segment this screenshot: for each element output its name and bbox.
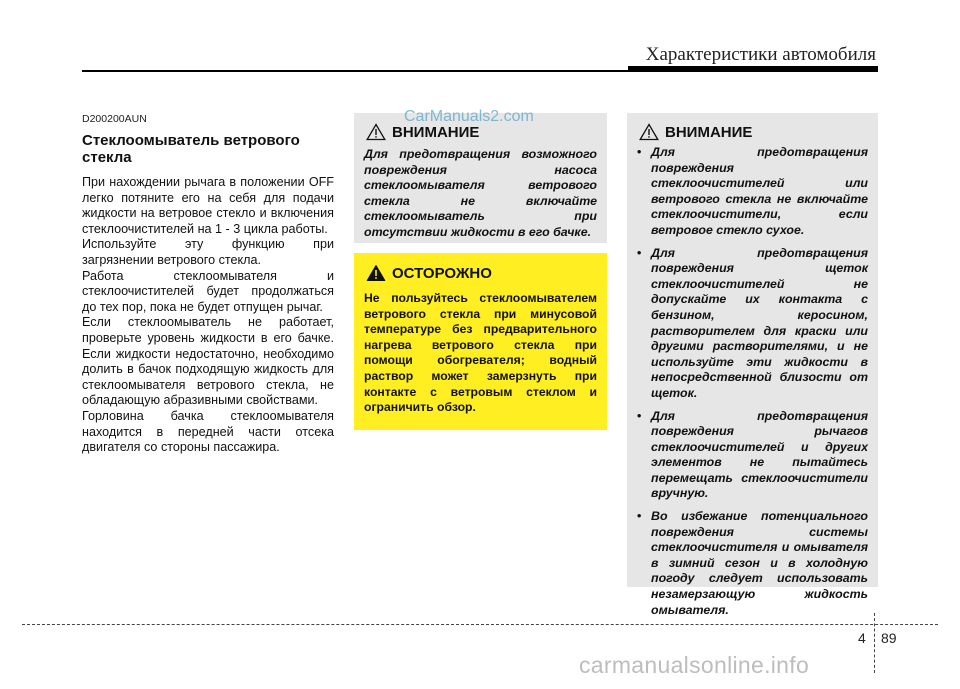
body-paragraph: Если стеклоомыватель не работает, проверьте уровень жидкости в его бачке. Если жидкости недостаточно, необходимо долить в бачок подходящую жидкость для стеклоомывателя ветрового стекла, не обладающую абразивными свойствами.	[82, 315, 334, 408]
body-paragraph: Используйте эту функцию при загрязнении ветрового стекла.	[82, 237, 334, 267]
bullet-mark: •	[637, 408, 642, 423]
caution-box-middle	[354, 113, 607, 243]
footer-divider	[22, 624, 938, 625]
left-column	[82, 113, 334, 456]
warning-text: Не пользуйтесь стеклоомывателем ветрового стекла при минусовой температуре без предварительного нагрева ветрового стекла при помощи обогревателя; водный раствор может замерзнуть при контакте с ветровым стеклом и ограничить обзор.	[364, 291, 597, 415]
header-rule-accent	[628, 66, 878, 72]
bullet-mark: •	[637, 509, 642, 524]
caution-triangle-icon	[639, 123, 659, 141]
list-item-text: Для предотвращения повреждения щеток стеклоочистителей не допускайте их контакта с бензином, керосином, растворителем для краски или другими растворителями, и не используйте эти жидкости в непосредственной близости от щеток.	[651, 245, 868, 400]
list-item	[637, 409, 868, 503]
caution-text: Для предотвращения возможного повреждения насоса стеклоомывателя ветрового стекла не включайте стеклоомыватель при отсутствии жидкости в его бачке.	[364, 147, 597, 239]
list-item	[637, 509, 868, 618]
caution-list	[627, 142, 878, 618]
caution-heading-row	[627, 113, 878, 142]
list-item-text: Для предотвращения повреждения рычагов стеклоочистителей и других элементов не пытайтесь перемещать стеклоочистители вручную.	[651, 408, 868, 501]
footer-vertical-divider	[874, 613, 875, 673]
warning-heading: ОСТОРОЖНО	[392, 264, 492, 282]
caution-heading: ВНИМАНИЕ	[392, 123, 480, 141]
list-item-text: Во избежание потенциального повреждения системы стеклоочистителя и омывателя в зимний сезон и в холодную погоду следует использовать незамерзающую жидкость омывателя.	[651, 509, 868, 617]
warning-triangle-icon	[366, 264, 386, 282]
section-body	[82, 175, 334, 456]
bullet-mark: •	[637, 245, 642, 260]
caution-triangle-icon	[366, 123, 386, 141]
bullet-mark: •	[637, 145, 642, 159]
section-code: D200200AUN	[82, 113, 147, 125]
page-number: 89	[881, 630, 897, 646]
section-title: Стеклоомыватель ветрового стекла	[82, 132, 300, 166]
watermark-bottom: carmanualsonline.info	[579, 652, 810, 678]
header-title: Характеристики автомобиля	[645, 44, 876, 65]
body-paragraph: Работа стеклоомывателя и стеклоочистителей будет продолжаться до тех пор, пока не будет отпущен рычаг.	[82, 268, 334, 314]
warning-heading-row	[354, 253, 607, 283]
watermark-top: CarManuals2.com	[404, 108, 534, 125]
body-paragraph: При нахождении рычага в положении OFF легко потяните его на себя для подачи жидкости на ветровое стекло и включения стеклоочистителей на 1 - 3 цикла работы.	[82, 175, 334, 236]
list-item	[637, 145, 868, 239]
list-item	[637, 246, 868, 402]
list-item-text: Для предотвращения повреждения стеклоочистителей или ветрового стекла не включайте стеклоочистители, если ветровое стекло сухое.	[651, 145, 868, 237]
chapter-number: 4	[858, 630, 866, 646]
caution-heading: ВНИМАНИЕ	[665, 123, 753, 141]
caution-box-right	[627, 113, 878, 617]
body-paragraph: Горловина бачка стеклоомывателя находится в передней части отсека двигателя со стороны пассажира.	[82, 408, 334, 455]
warning-box	[354, 253, 607, 430]
